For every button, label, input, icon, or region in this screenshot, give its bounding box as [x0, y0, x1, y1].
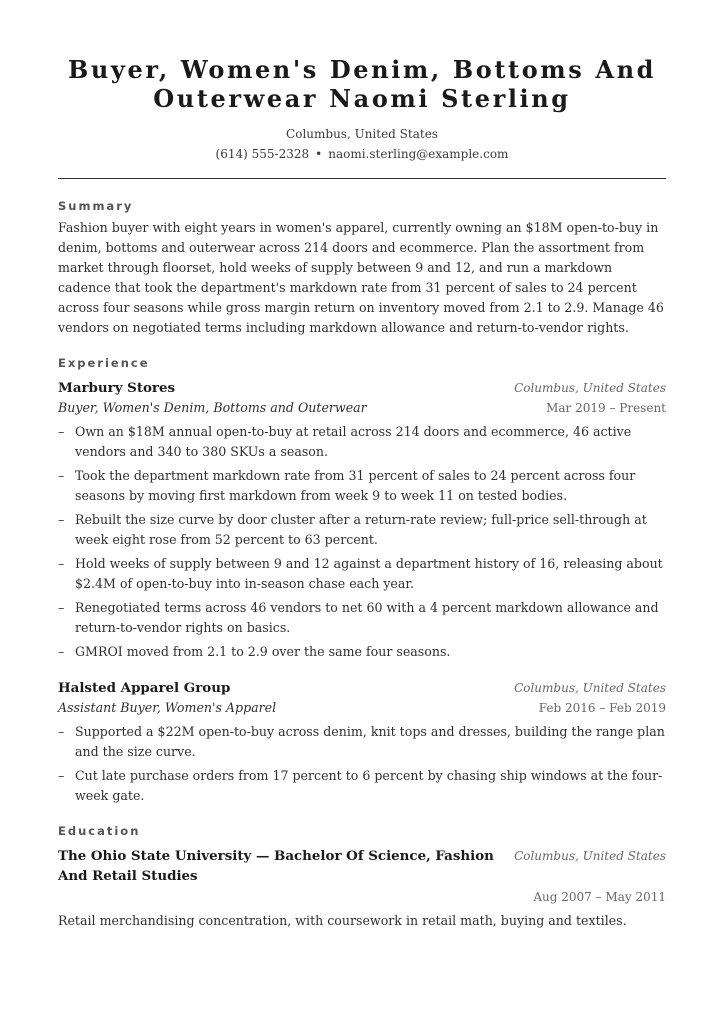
job-bullets: [58, 422, 666, 662]
job-title: Buyer, Women's Denim, Bottoms and Outerwear: [58, 400, 367, 415]
job-location: Columbus, United States: [514, 381, 666, 395]
job-entry: [58, 678, 666, 806]
education-description: Retail merchandising concentration, with coursework in retail math, buying and textiles.: [58, 913, 627, 928]
experience-section: [58, 356, 666, 806]
resume-header: [58, 0, 666, 164]
education-section: [58, 824, 666, 931]
candidate-name: Buyer, Women's Denim, Bottoms And Outerwear Naomi Sterling: [67, 55, 657, 113]
job-bullet: – Cut late purchase orders from 17 percent to 6 percent by chasing ship windows at the four-week gate.: [58, 766, 666, 806]
job-bullet: – Own an $18M annual open-to-buy at retail across 214 doors and ecommerce, 46 active vendors and 340 to 380 SKUs a season.: [58, 422, 666, 462]
job-dates: Feb 2016 – Feb 2019: [538, 701, 666, 715]
job-dates: Mar 2019 – Present: [546, 401, 666, 415]
job-entry: [58, 378, 666, 662]
experience-heading: Experience: [58, 356, 150, 370]
summary-text: Fashion buyer with eight years in women's apparel, currently owning an $18M open-to-buy in denim, bottoms and outerwear across 214 doors and ecommerce. Plan the assortment from market through floorset, hold weeks of supply between 9 and 12, and run a markdown cadence that took the department's markdown rate from 31 percent of sales to 24 percent across four seasons while gross margin return on inventory moved from 2.1 to 2.9. Manage 46 vendors on negotiated terms including markdown allowance and return-to-vendor rights.: [58, 220, 664, 335]
job-header-row: [58, 378, 666, 398]
job-bullet: – Took the department markdown rate from 31 percent of sales to 24 percent across four seasons by moving first markdown from week 9 to week 11 on tested bodies.: [58, 466, 666, 506]
education-location: Columbus, United States: [514, 849, 666, 863]
job-company: Marbury Stores: [58, 380, 176, 396]
job-bullet: – Supported a $22M open-to-buy across denim, knit tops and dresses, building the range plan and the size curve.: [58, 722, 666, 762]
job-bullet: – Renegotiated terms across 46 vendors to net 60 with a 4 percent markdown allowance and return-to-vendor rights on basics.: [58, 598, 666, 638]
job-bullets: [58, 722, 666, 806]
contact-phone: (614) 555-2328: [215, 147, 310, 161]
education-dates: Aug 2007 – May 2011: [533, 890, 666, 904]
contact-separator: •: [315, 147, 323, 161]
contact-email: naomi.sterling@example.com: [328, 147, 509, 161]
job-bullet: – GMROI moved from 2.1 to 2.9 over the same four seasons.: [58, 642, 666, 662]
summary-heading: Summary: [58, 199, 134, 213]
contact-location: Columbus, United States: [286, 127, 438, 141]
job-header-row: [58, 678, 666, 698]
contact-line: [58, 144, 666, 164]
contact-block: [58, 124, 666, 164]
education-entry: [58, 846, 666, 931]
job-company: Halsted Apparel Group: [58, 680, 231, 696]
job-bullet: – Hold weeks of supply between 9 and 12 against a department history of 16, releasing about $2.4M of open-to-buy into in-season chase each year.: [58, 554, 666, 594]
education-dates-row: [58, 888, 666, 907]
job-title-row: [58, 398, 666, 418]
summary-section: [58, 199, 666, 338]
education-degree: The Ohio State University — Bachelor Of Science, Fashion And Retail Studies: [58, 848, 494, 884]
education-heading: Education: [58, 824, 141, 838]
job-title: Assistant Buyer, Women's Apparel: [58, 700, 277, 715]
job-location: Columbus, United States: [514, 681, 666, 695]
header-divider: [58, 178, 666, 179]
education-header-row: [58, 846, 666, 886]
job-title-row: [58, 698, 666, 718]
job-bullet: – Rebuilt the size curve by door cluster after a return-rate review; full-price sell-through at week eight rose from 52 percent to 63 percent.: [58, 510, 666, 550]
